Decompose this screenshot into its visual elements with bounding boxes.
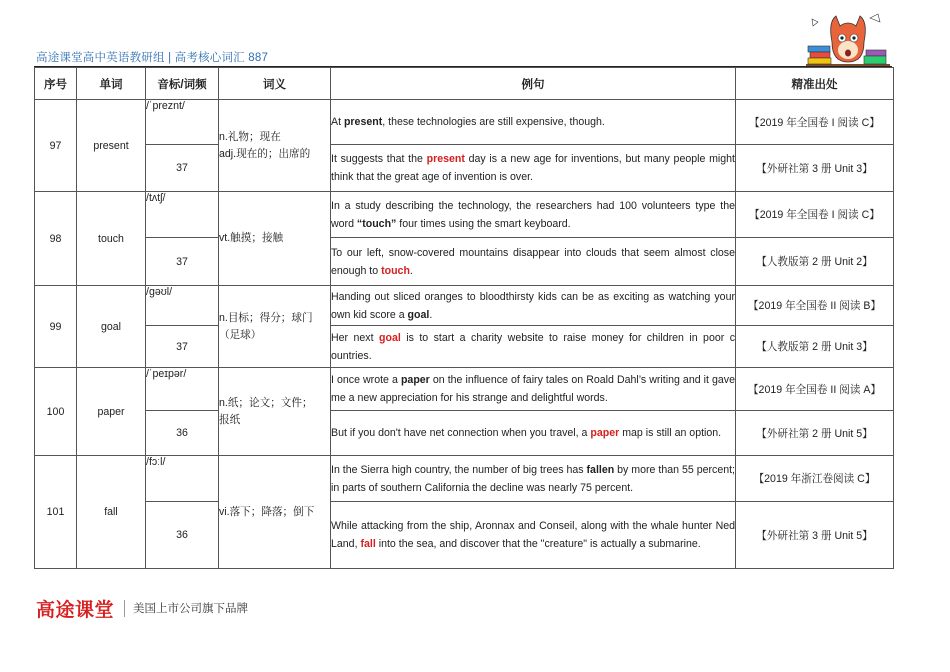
example-source: 【外研社第 3 册 Unit 5】 <box>736 502 894 569</box>
example-source: 【2019 年浙江卷阅读 C】 <box>736 456 894 502</box>
vocabulary-table <box>34 67 894 569</box>
highlighted-keyword: paper <box>590 427 620 439</box>
sentence-text: I once wrote a <box>331 374 401 386</box>
table-body <box>35 100 894 569</box>
meaning-line: n.纸；论文；文件； <box>219 396 313 409</box>
entry-word: goal <box>77 286 146 368</box>
header-title: 高途课堂高中英语教研组 | 高考核心词汇 887 <box>36 52 269 64</box>
bold-keyword: goal <box>407 308 430 321</box>
sentence-text: Handing out sliced oranges to bloodthirsty kids can be as exciting as watching your own kid score a <box>331 290 735 321</box>
table-row <box>35 502 894 569</box>
sentence-text: It suggests that the <box>331 153 427 165</box>
highlighted-keyword: present <box>426 153 465 165</box>
table-row <box>35 238 894 286</box>
example-sentence <box>331 368 736 411</box>
entry-phonetic: /fɔːl/ <box>146 456 219 502</box>
table-row <box>35 286 894 326</box>
entry-word: fall <box>77 456 146 569</box>
meaning-line: （足球） <box>219 328 262 341</box>
sentence-text: In a study describing the technology, the researchers had 100 volunteers type the word <box>331 199 735 230</box>
table-header-row <box>35 68 894 100</box>
entry-frequency: 37 <box>146 145 219 192</box>
example-sentence <box>331 145 736 192</box>
sentence-text: . <box>429 308 433 321</box>
example-sentence <box>331 238 736 286</box>
footer-divider <box>124 600 125 617</box>
header-cell-ipa-frequency: 音标/词频 <box>146 68 219 100</box>
table-row <box>35 326 894 368</box>
entry-meaning <box>219 192 331 286</box>
example-sentence <box>331 502 736 569</box>
bold-keyword: “touch” <box>356 217 397 230</box>
entry-phonetic: /ˈpreznt/ <box>146 100 219 145</box>
example-sentence <box>331 100 736 145</box>
entry-frequency: 36 <box>146 502 219 569</box>
sentence-text: on the influence of fairy tales on Roald Dahl’s writing and it gave me a new appreciation for his strange and delightful words. <box>331 374 735 404</box>
header-cell-meaning: 词义 <box>219 68 331 100</box>
sentence-text: At <box>331 116 344 128</box>
example-sentence <box>331 192 736 238</box>
example-source: 【人教版第 2 册 Unit 2】 <box>736 238 894 286</box>
highlighted-keyword: fall <box>360 538 376 550</box>
entry-meaning <box>219 286 331 368</box>
mascot-illustration <box>806 12 890 70</box>
entry-number: 100 <box>35 368 77 456</box>
bold-keyword: present <box>343 116 383 128</box>
sentence-text: . <box>409 264 413 277</box>
sentence-text: To our left, snow-covered mountains disappear into clouds that seem almost close enough to <box>331 246 735 277</box>
table-row <box>35 145 894 192</box>
footer <box>36 594 248 622</box>
example-sentence <box>331 411 736 456</box>
entry-meaning <box>219 100 331 192</box>
header-cell-word: 单词 <box>77 68 146 100</box>
entry-number: 99 <box>35 286 77 368</box>
sentence-text: , these technologies are still expensive, though. <box>382 116 605 128</box>
highlighted-keyword: touch <box>381 264 410 277</box>
highlighted-keyword: goal <box>379 331 401 344</box>
table-row <box>35 368 894 411</box>
entry-phonetic: /ˈpeɪpər/ <box>146 368 219 411</box>
entry-frequency: 37 <box>146 326 219 368</box>
entry-frequency: 37 <box>146 238 219 286</box>
table-row <box>35 192 894 238</box>
footer-tagline: 美国上市公司旗下品牌 <box>133 603 249 615</box>
header-cell-source: 精准出处 <box>736 68 894 100</box>
entry-word: touch <box>77 192 146 286</box>
example-source: 【2019 年全国卷 I 阅读 C】 <box>736 100 894 145</box>
example-sentence <box>331 456 736 502</box>
entry-word: paper <box>77 368 146 456</box>
sentence-text: But if you don't have net connection when you travel, a <box>331 427 591 439</box>
example-source: 【2019 年全国卷 II 阅读 B】 <box>736 286 894 326</box>
table-row <box>35 411 894 456</box>
table-row <box>35 456 894 502</box>
example-source: 【外研社第 2 册 Unit 5】 <box>736 411 894 456</box>
header-cell-no: 序号 <box>35 68 77 100</box>
entry-frequency: 36 <box>146 411 219 456</box>
example-source: 【人教版第 2 册 Unit 3】 <box>736 326 894 368</box>
footer-logo: 高途课堂 <box>36 599 115 621</box>
meaning-line: vt.触摸；接触 <box>219 232 284 244</box>
entry-meaning <box>219 456 331 569</box>
table-row <box>35 100 894 145</box>
example-sentence <box>331 326 736 368</box>
sentence-text: Her next <box>331 331 379 344</box>
entry-word: present <box>77 100 146 192</box>
meaning-line: adj.现在的；出席的 <box>219 147 311 160</box>
entry-number: 97 <box>35 100 77 192</box>
meaning-line: n.目标；得分；球门 <box>219 311 313 324</box>
entry-phonetic: /ɡəʊl/ <box>146 286 219 326</box>
meaning-line: vi.落下；降落；倒下 <box>219 505 315 518</box>
entry-number: 101 <box>35 456 77 569</box>
entry-phonetic: /tʌtʃ/ <box>146 192 219 238</box>
sentence-text: day is a new age for inventions, but many people might think that the great age of invention is over. <box>331 153 735 183</box>
example-source: 【2019 年全国卷 I 阅读 C】 <box>736 192 894 238</box>
example-source: 【2019 年全国卷 II 阅读 A】 <box>736 368 894 411</box>
bold-keyword: paper <box>400 374 430 386</box>
sentence-text: by more than 55 percent; in parts of southern California the decline was nearly 75 percent. <box>331 463 735 494</box>
bold-keyword: fallen <box>586 463 615 476</box>
entry-number: 98 <box>35 192 77 286</box>
sentence-text: While attacking from the ship, Aronnax and Conseil, along with the whale hunter Ned Land, <box>331 520 735 550</box>
sentence-text: into the sea, and discover that the "creature" is actually a submarine. <box>375 538 701 550</box>
meaning-line: 报纸 <box>219 413 241 426</box>
entry-meaning <box>219 368 331 456</box>
example-sentence <box>331 286 736 326</box>
sentence-text: is to start a charity website to raise money for children in poor c ountries. <box>331 331 735 362</box>
example-source: 【外研社第 3 册 Unit 3】 <box>736 145 894 192</box>
meaning-line: n.礼物；现在 <box>219 130 281 143</box>
sentence-text: In the Sierra high country, the number of big trees has <box>331 463 587 476</box>
header-cell-example: 例句 <box>331 68 736 100</box>
sentence-text: map is still an option. <box>619 427 722 439</box>
sentence-text: four times using the smart keyboard. <box>396 217 571 230</box>
